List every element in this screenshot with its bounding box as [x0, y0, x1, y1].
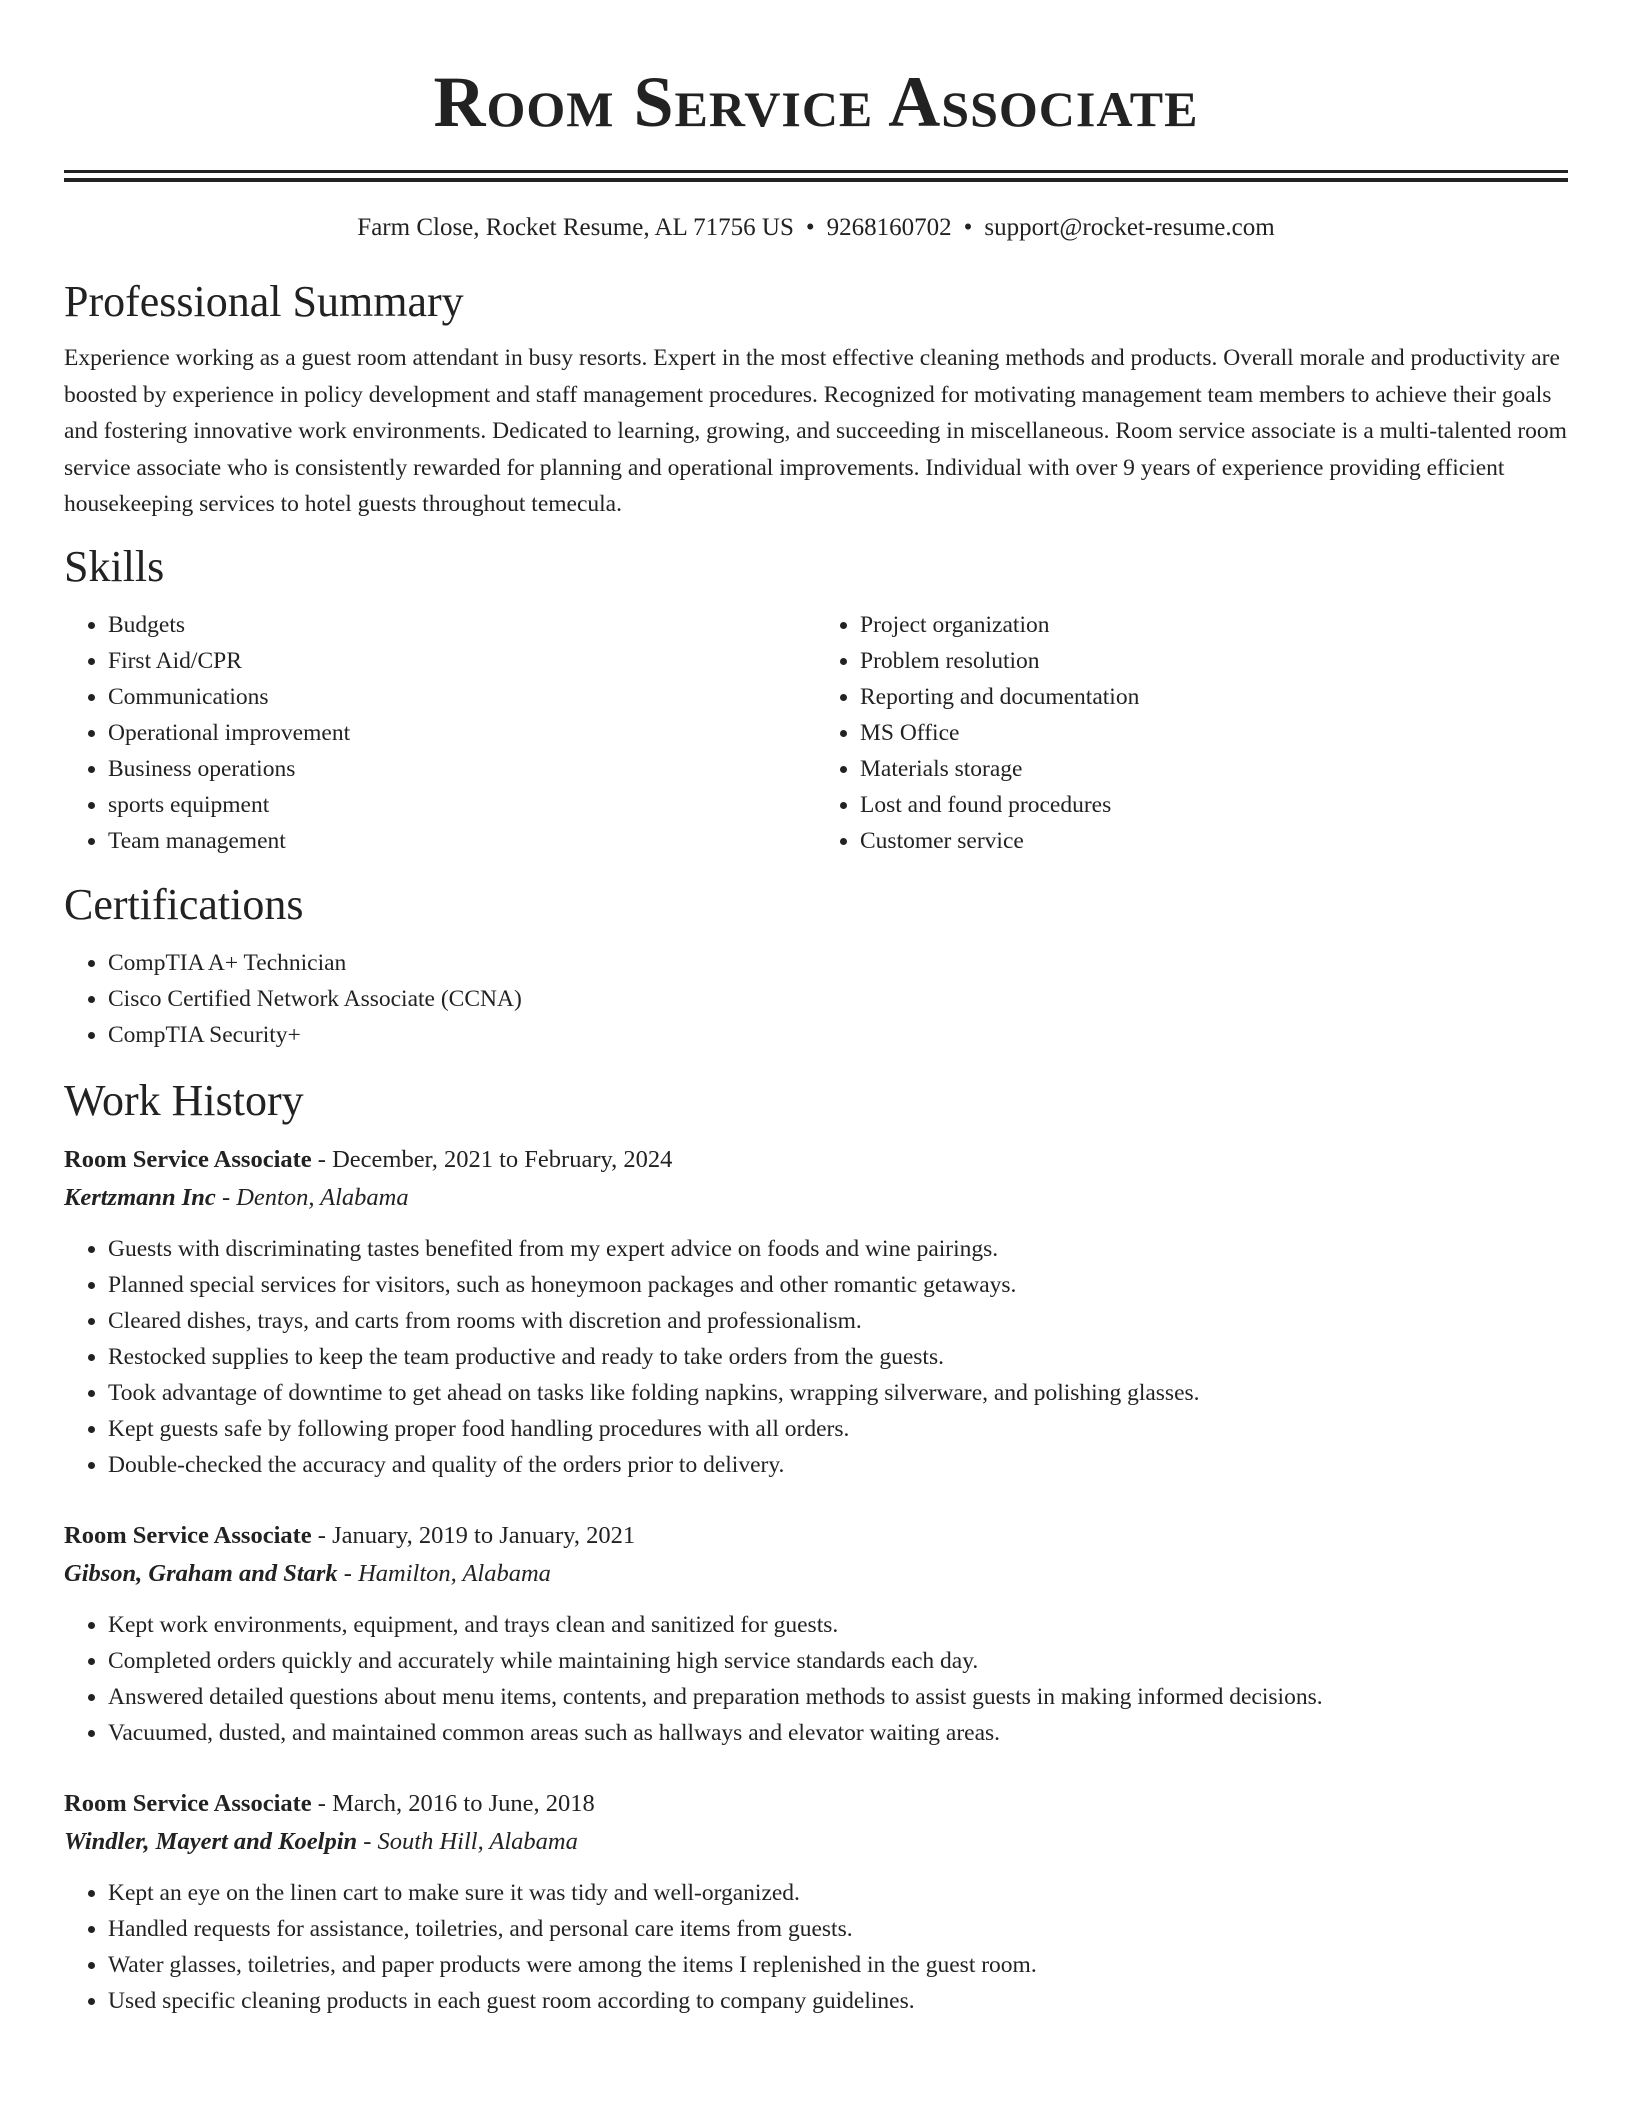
contact-email: support@rocket-resume.com — [984, 214, 1275, 241]
duty-item: • Kept an eye on the linen cart to make sure it was tidy and well-organized. — [108, 1875, 1568, 1911]
contact-separator: • — [963, 214, 973, 241]
job-entry — [64, 1517, 1568, 1751]
skill-item: • Lost and found procedures — [860, 787, 1568, 823]
company-name: Gibson, Graham and Stark — [64, 1559, 338, 1587]
company-name: Kertzmann Inc — [64, 1183, 216, 1211]
job-dates: - December, 2021 to February, 2024 — [311, 1145, 673, 1173]
header-divider — [64, 170, 1568, 182]
work-history-heading: Work History — [64, 1075, 304, 1125]
contact-line — [64, 210, 1568, 246]
skill-item: • Reporting and documentation — [860, 679, 1568, 715]
company-name: Windler, Mayert and Koelpin — [64, 1827, 358, 1855]
skill-item: • sports equipment — [108, 787, 816, 823]
duty-item: • Water glasses, toiletries, and paper products were among the items I replenished in the guest room. — [108, 1947, 1568, 1983]
job-title: Room Service Associate — [64, 1521, 312, 1549]
summary-text: Experience working as a guest room attendant in busy resorts. Expert in the most effective cleaning methods and products. Overall morale and productivity are boosted by experience in policy development and staff management procedures. Recognized for motivating management team members to achieve their goals and fostering innovative work environments. Dedicated to learning, growing, and succeeding in miscellaneous. Room service associate is a multi-talented room service associate who is consistently rewarded for planning and operational improvements. Individual with over 9 years of experience providing efficient housekeeping services to hotel guests throughout temecula. — [64, 345, 1567, 517]
duty-item: • Restocked supplies to keep the team productive and ready to take orders from the guests. — [108, 1339, 1568, 1375]
job-title: Room Service Associate — [64, 1789, 312, 1817]
duty-item: • Double-checked the accuracy and quality of the orders prior to delivery. — [108, 1447, 1568, 1483]
duty-item: • Planned special services for visitors, such as honeymoon packages and other romantic getaways. — [108, 1267, 1568, 1303]
contact-address: Farm Close, Rocket Resume, AL 71756 US — [357, 214, 794, 241]
job-header — [64, 1785, 1568, 1823]
skills-heading: Skills — [64, 541, 165, 591]
job-header — [64, 1517, 1568, 1555]
skills-list-right — [816, 607, 1568, 859]
summary-heading: Professional Summary — [64, 277, 464, 326]
skills-list-left — [64, 607, 816, 859]
skill-item: • Communications — [108, 679, 816, 715]
job-entry — [64, 1141, 1568, 1483]
skill-item: • Budgets — [108, 607, 816, 643]
skills-columns — [64, 607, 1568, 859]
certifications-list — [64, 945, 1568, 1053]
skill-item: • Business operations — [108, 751, 816, 787]
skill-item: • Customer service — [860, 823, 1568, 859]
skill-item: • Problem resolution — [860, 643, 1568, 679]
skill-item: • Team management — [108, 823, 816, 859]
certification-item: • Cisco Certified Network Associate (CCNA) — [108, 981, 1568, 1017]
duty-item: • Used specific cleaning products in each guest room according to company guidelines. — [108, 1983, 1568, 2019]
company-location: - South Hill, Alabama — [357, 1827, 578, 1855]
duty-item: • Cleared dishes, trays, and carts from rooms with discretion and professionalism. — [108, 1303, 1568, 1339]
duty-item: • Completed orders quickly and accurately while maintaining high service standards each day. — [108, 1643, 1568, 1679]
job-title: Room Service Associate — [64, 1145, 312, 1173]
duty-item: • Took advantage of downtime to get ahead on tasks like folding napkins, wrapping silverware, and polishing glasses. — [108, 1375, 1568, 1411]
skill-item: • Operational improvement — [108, 715, 816, 751]
job-dates: - March, 2016 to June, 2018 — [311, 1789, 595, 1817]
job-duties — [64, 1231, 1568, 1483]
duty-item: • Kept work environments, equipment, and trays clean and sanitized for guests. — [108, 1607, 1568, 1643]
skill-item: • MS Office — [860, 715, 1568, 751]
skill-item: • First Aid/CPR — [108, 643, 816, 679]
job-header — [64, 1141, 1568, 1179]
certification-item: • CompTIA Security+ — [108, 1017, 1568, 1053]
candidate-name: Room Service Associate — [433, 62, 1199, 142]
contact-separator: • — [805, 214, 815, 241]
job-duties — [64, 1875, 1568, 2019]
company-location: - Denton, Alabama — [215, 1183, 409, 1211]
duty-item: • Handled requests for assistance, toiletries, and personal care items from guests. — [108, 1911, 1568, 1947]
certifications-heading: Certifications — [64, 879, 304, 929]
skill-item: • Project organization — [860, 607, 1568, 643]
job-dates: - January, 2019 to January, 2021 — [311, 1521, 636, 1549]
job-employer — [64, 1555, 1568, 1593]
duty-item: • Answered detailed questions about menu items, contents, and preparation methods to assist guests in making informed decisions. — [108, 1679, 1568, 1715]
duty-item: • Guests with discriminating tastes benefited from my expert advice on foods and wine pairings. — [108, 1231, 1568, 1267]
certification-item: • CompTIA A+ Technician — [108, 945, 1568, 981]
duty-item: • Kept guests safe by following proper food handling procedures with all orders. — [108, 1411, 1568, 1447]
skill-item: • Materials storage — [860, 751, 1568, 787]
job-employer — [64, 1179, 1568, 1217]
job-employer — [64, 1823, 1568, 1861]
job-duties — [64, 1607, 1568, 1751]
job-entry — [64, 1785, 1568, 2019]
contact-phone: 9268160702 — [826, 214, 952, 241]
duty-item: • Vacuumed, dusted, and maintained common areas such as hallways and elevator waiting areas. — [108, 1715, 1568, 1751]
company-location: - Hamilton, Alabama — [337, 1559, 551, 1587]
